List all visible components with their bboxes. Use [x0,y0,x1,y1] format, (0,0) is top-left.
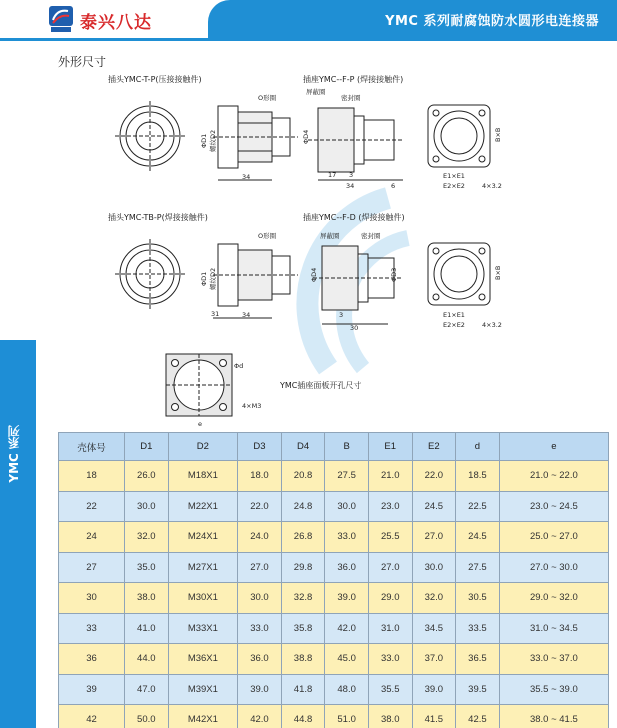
table-row [59,583,609,614]
e2-label-2: E2×E2 [443,321,465,329]
table-cell: 25.5 [368,522,412,553]
e-dim-label: e [198,420,202,428]
table-cell: 48.0 [325,674,369,705]
table-cell: 30.0 [238,583,282,614]
table-cell: 30.0 [412,552,456,583]
table-cell: 22.0 [238,491,282,522]
dim-3b-label: 3 [339,311,344,319]
dim-30-label: 30 [350,324,359,332]
hole-label: 4×3.2 [482,182,502,190]
e1-label-2: E1×E1 [443,311,465,319]
panel-cutout-view [166,354,232,416]
table-cell: 27.5 [456,552,500,583]
table-cell: 29.0 ~ 32.0 [499,583,608,614]
table-cell: 33.0 [368,644,412,675]
table-cell: 38.0 ~ 41.5 [499,705,608,728]
table-cell: 27.0 [412,522,456,553]
col-shell: 壳体号 [59,433,125,461]
table-cell: 42.5 [456,705,500,728]
table-cell: 32.8 [281,583,325,614]
table-row [59,522,609,553]
d4-label-2: ΦD4 [310,267,318,282]
table-cell: M42X1 [168,705,238,728]
e2-label: E2×E2 [443,182,465,190]
table-cell: 39 [59,674,125,705]
table-header-row [59,433,609,461]
table-cell: M22X1 [168,491,238,522]
col-e: e [499,433,608,461]
table-cell: 29.0 [368,583,412,614]
table-cell: 22.5 [456,491,500,522]
header-bar [0,0,617,38]
side-tab-label: YMC 系列 [7,425,21,483]
dim-6-label: 6 [391,182,396,190]
page-title: YMC 系列耐腐蚀防水圆形电连接器 [385,14,599,29]
table-cell: 18.5 [456,461,500,492]
table-cell: 36.0 [325,552,369,583]
table-cell: 23.0 [368,491,412,522]
table-cell: 21.0 ~ 22.0 [499,461,608,492]
seal-ring-label: 密封圈 [341,94,361,102]
plug-tp-front-view [115,101,185,171]
col-d1: D1 [125,433,169,461]
table-cell: 35.5 ~ 39.0 [499,674,608,705]
table-cell: M36X1 [168,644,238,675]
plug-tp-title: 插头YMC-T-P(压接接触件) [108,75,202,84]
table-cell: 31.0 ~ 34.5 [499,613,608,644]
table-cell: M27X1 [168,552,238,583]
dim-34b-label: 34 [346,182,355,190]
header-divider [0,38,617,41]
table-cell: 24.0 [238,522,282,553]
dim-34c-label: 34 [242,311,251,319]
table-cell: 36.5 [456,644,500,675]
table-cell: 29.8 [281,552,325,583]
table-cell: 41.0 [125,613,169,644]
table-cell: 27.0 ~ 30.0 [499,552,608,583]
table-cell: 24.5 [412,491,456,522]
table-cell: 35.0 [125,552,169,583]
plug-tbp-front-view [115,239,185,309]
table-row [59,613,609,644]
table-cell: M30X1 [168,583,238,614]
socket-fp-front-view [428,105,490,167]
col-d2: D2 [168,433,238,461]
table-cell: 32.0 [125,522,169,553]
table-cell: 24 [59,522,125,553]
panel-cutout-title: YMC插座面板开孔尺寸 [280,381,362,390]
o-ring-label: O形圈 [258,94,277,102]
table-row [59,491,609,522]
table-row [59,674,609,705]
table-cell: 35.5 [368,674,412,705]
table-cell: 34.5 [412,613,456,644]
table-cell: 39.5 [456,674,500,705]
bb-label: B×B [494,127,502,142]
col-d3: D3 [238,433,282,461]
socket-fd-title: 插座YMC--F-D (焊接接触件) [303,213,405,222]
table-cell: 30.0 [125,491,169,522]
d1-label: ΦD1 [200,133,208,148]
table-cell: 41.5 [412,705,456,728]
o-ring-label-2: O形圈 [258,232,277,240]
table-cell: 30.5 [456,583,500,614]
table-cell: M39X1 [168,674,238,705]
section-title: 外形尺寸 [58,55,107,69]
table-cell: 30 [59,583,125,614]
phid-label: Φd [234,362,244,370]
d4-label: ΦD4 [302,129,310,144]
table-cell: 33.0 [325,522,369,553]
table-row [59,705,609,728]
plug-tp-side-view [213,106,298,180]
table-cell: 18.0 [238,461,282,492]
dim-3-label: 3 [349,171,354,179]
dim-31-label: 31 [211,310,220,318]
table-cell: 42.0 [325,613,369,644]
table-cell: 36 [59,644,125,675]
table-cell: 36.0 [238,644,282,675]
shield-ring-label-2: 屏蔽圈 [320,232,340,240]
side-tab [0,340,36,728]
table-cell: M24X1 [168,522,238,553]
plug-tbp-title: 插头YMC-TB-P(焊接接触件) [108,213,208,222]
shield-ring-label: 屏蔽圈 [306,88,326,96]
table-cell: 44.0 [125,644,169,675]
d3-label: ΦD3 [390,267,398,282]
table-cell: 24.8 [281,491,325,522]
table-cell: 24.5 [456,522,500,553]
dim-17-label: 17 [328,171,337,179]
table-cell: 31.0 [368,613,412,644]
col-d4: D4 [281,433,325,461]
company-logo-icon [48,5,74,33]
table-cell: 27.5 [325,461,369,492]
table-cell: 20.8 [281,461,325,492]
table-cell: 26.0 [125,461,169,492]
d1-label-2: ΦD1 [200,271,208,286]
m3-label: 4×M3 [242,402,262,410]
socket-fd-side-view [313,246,403,324]
socket-fp-title: 插座YMC--F-P (焊接接触件) [303,75,404,84]
table-cell: 32.0 [412,583,456,614]
spec-table [58,432,609,728]
table-cell: 45.0 [325,644,369,675]
dimension-drawing [58,68,598,430]
thread-d2-label-2: 螺纹D2 [209,267,217,290]
dim-34-label: 34 [242,173,251,181]
table-row [59,552,609,583]
table-cell: 21.0 [368,461,412,492]
table-cell: 38.0 [125,583,169,614]
table-cell: 22.0 [412,461,456,492]
col-e2: E2 [412,433,456,461]
table-cell: 37.0 [412,644,456,675]
bb-label-2: B×B [494,265,502,280]
table-cell: M18X1 [168,461,238,492]
table-cell: 33.0 [238,613,282,644]
seal-ring-label-2: 密封圈 [361,232,381,240]
table-cell: 51.0 [325,705,369,728]
table-cell: 39.0 [325,583,369,614]
table-row [59,461,609,492]
table-cell: 47.0 [125,674,169,705]
table-cell: 27.0 [368,552,412,583]
col-e1: E1 [368,433,412,461]
table-cell: 23.0 ~ 24.5 [499,491,608,522]
table-cell: 27.0 [238,552,282,583]
table-cell: 39.0 [412,674,456,705]
col-b: B [325,433,369,461]
thread-d2-label: 螺纹D2 [209,129,217,152]
table-cell: 30.0 [325,491,369,522]
table-cell: 41.8 [281,674,325,705]
table-cell: 33.5 [456,613,500,644]
socket-fp-side-view [308,108,403,180]
table-cell: 18 [59,461,125,492]
table-cell: 33.0 ~ 37.0 [499,644,608,675]
table-cell: 42.0 [238,705,282,728]
hole-label-2: 4×3.2 [482,321,502,329]
table-cell: 25.0 ~ 27.0 [499,522,608,553]
brand-name: 泰兴八达 [80,13,152,33]
table-cell: 35.8 [281,613,325,644]
table-cell: 42 [59,705,125,728]
e1-label: E1×E1 [443,172,465,180]
table-cell: 44.8 [281,705,325,728]
table-cell: 27 [59,552,125,583]
table-cell: 38.8 [281,644,325,675]
socket-fd-front-view [428,243,490,305]
table-cell: M33X1 [168,613,238,644]
col-d: d [456,433,500,461]
plug-tbp-side-view [213,244,298,318]
table-cell: 26.8 [281,522,325,553]
table-cell: 22 [59,491,125,522]
table-cell: 38.0 [368,705,412,728]
table-cell: 39.0 [238,674,282,705]
table-row [59,644,609,675]
table-cell: 50.0 [125,705,169,728]
table-cell: 33 [59,613,125,644]
